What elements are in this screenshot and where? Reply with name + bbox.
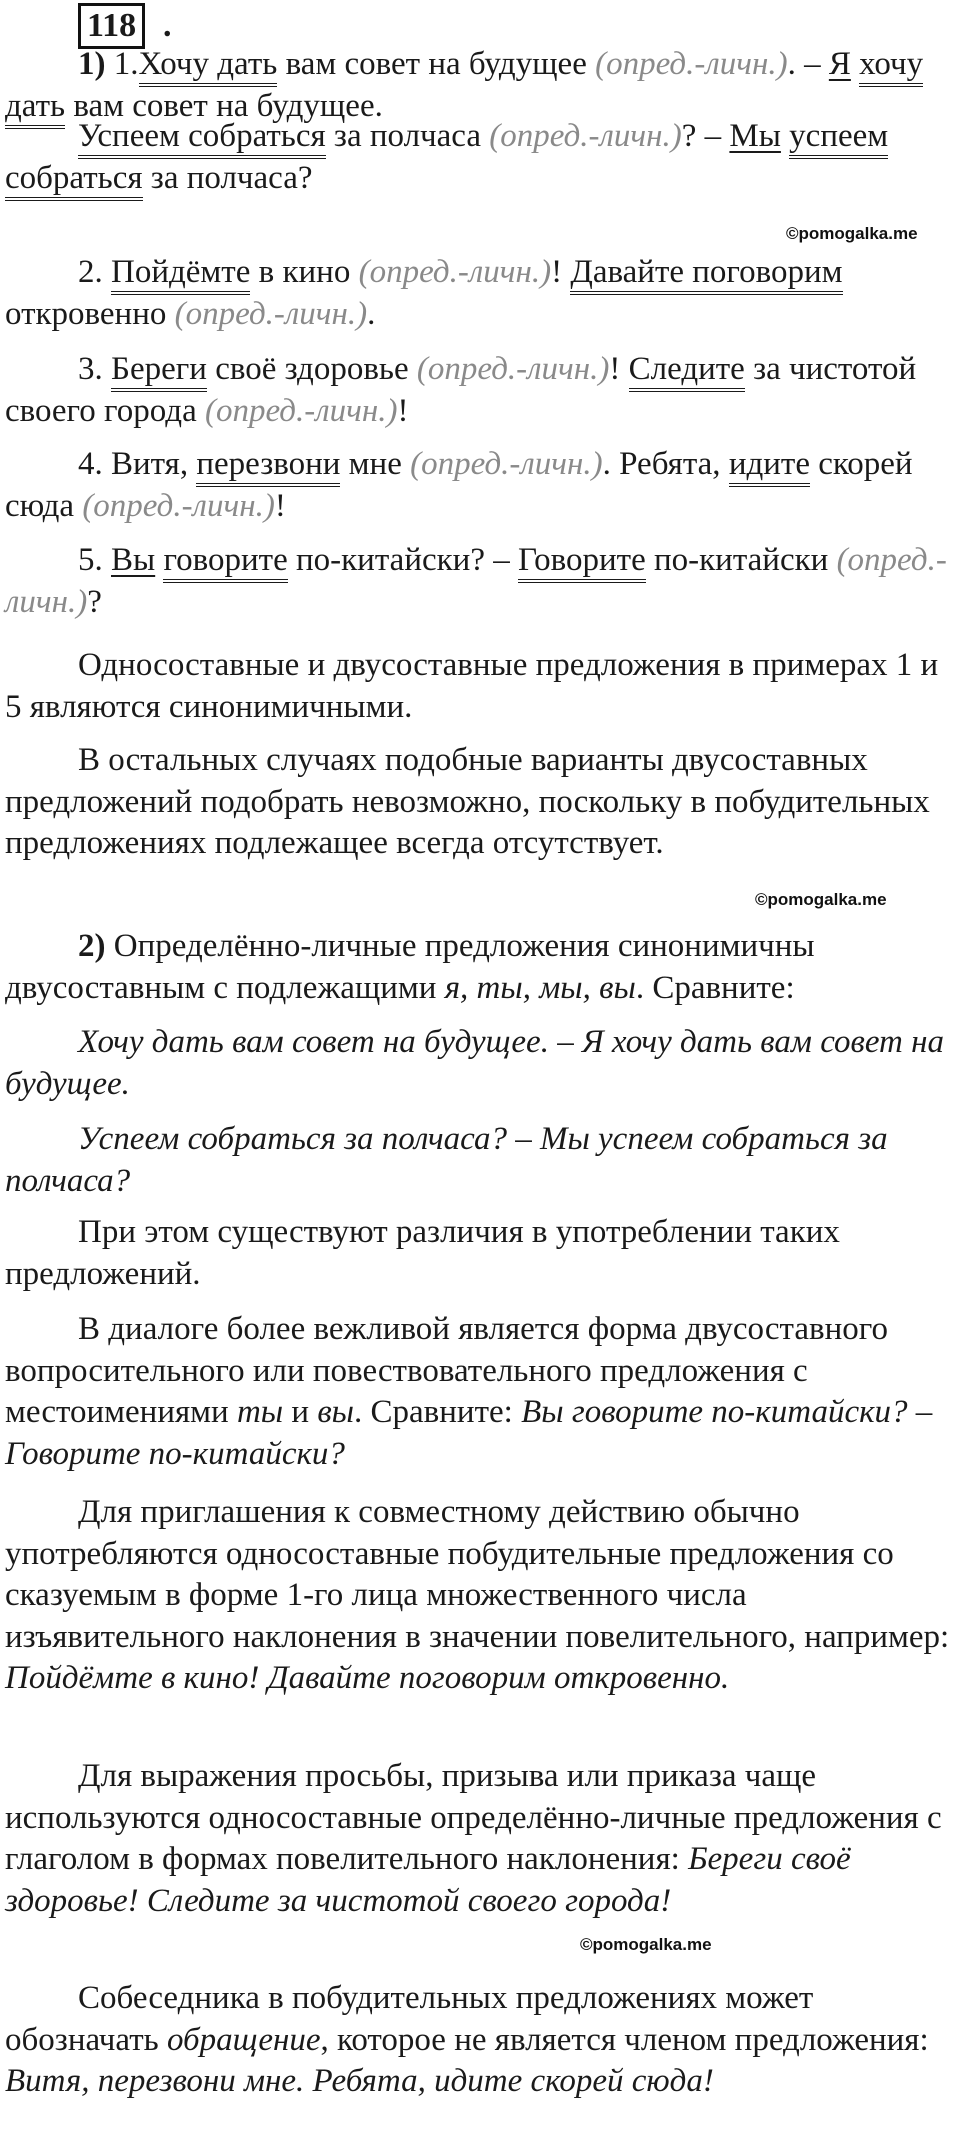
text: за [744,351,781,387]
example: Витя, перезвони мне. Ребята, идите скорей сюда! [5,2063,714,2099]
predicate: Береги [111,351,207,392]
watermark: ©pomogalka.me [786,224,918,243]
text: ! [274,487,286,524]
text: мне [340,446,411,482]
sentence-number: 5. [78,542,111,578]
sentence-2 [5,252,960,335]
subject: Я [828,46,851,82]
part-2-intro [5,926,960,1009]
subject: Вы [111,542,156,578]
part-2-label: 2) [78,928,106,964]
note-type: (опред.-личн.) [358,254,552,290]
sentence-3 [5,349,960,432]
watermark: ©pomogalka.me [580,1935,712,1954]
text: ! [397,392,409,429]
pronoun: ты [236,1394,284,1430]
sentence-number: 1. [113,46,139,82]
note-type: (опред.-личн.) [416,351,610,387]
sentence-number: 4. Витя, [78,446,197,482]
predicate: Следите [629,351,745,392]
text: Для приглашения к совместному действию обычно употребляются односоставные побудительные предложения со сказуемым в форме 1-го лица множественного числа изъявительного наклонения в значении повелительного, например: [5,1494,950,1655]
text: в кино [250,254,359,290]
note-type: (опред.-личн.) [204,392,398,429]
text: вам совет на будущее [277,46,596,82]
sentence-4 [5,444,960,527]
text: ! [551,254,571,290]
text: чистотой своего города [5,351,917,429]
text: откровенно [5,295,175,332]
example: Пойдёмте в кино! Давайте поговорим откровенно. [5,1660,730,1696]
text: . [367,295,376,332]
paragraph-invitation [5,1492,960,1700]
predicate: Говорите [518,542,646,583]
paragraph-synonymous: Односоставные и двусоставные предложения в примерах 1 и 5 являются синонимичными. [5,647,939,725]
part-1-label: 1) [78,46,106,82]
text: Определённо-личные предложения синонимичны двусоставным с подлежащими [5,928,815,1006]
text: за полчаса? [142,159,313,196]
sentence-5 [5,540,960,623]
note-type: (опред.-личн.) [410,446,603,482]
text: вам совет на будущее. [65,87,383,124]
subject: Мы [729,118,781,154]
note-type: (опред.-личн.) [489,118,682,154]
note-type: (опред.-личн.) [174,295,368,332]
text: за полчаса [325,118,490,154]
predicate: Давайте поговорим [570,254,842,295]
text: ? [87,583,102,620]
text: ? – [681,118,730,154]
text: Для выражения просьбы, призыва или приказа чаще используются односоставные определённо-личные предложения с глаголом в формах повелительного наклонения: [5,1758,942,1877]
task-number-dot: . [163,7,172,44]
predicate: идите [729,446,810,487]
note-type: (опред.-личн.) [595,46,788,82]
term: обращение [166,2021,321,2058]
paragraph-request [5,1756,960,1922]
example: Вы говорите по-китайски? – Говорите по-китайски? [5,1394,933,1472]
note-type: (опред.-личн.) [82,487,275,524]
predicate: Успеем собраться [78,118,326,159]
text: и [283,1394,318,1430]
text: своё здоровье [206,351,417,387]
example-2: Успеем собраться за полчаса? – Мы успеем собраться за полчаса? [5,1121,888,1199]
text: по-китайски? – [287,542,518,578]
text: В диалоге более вежливой является форма двусоставного вопросительного или повествовательного предложения с местоимениями [5,1311,888,1430]
paragraph-differences: При этом существуют различия в употреблении таких предложений. [5,1214,840,1292]
predicate: Хочу дать [139,46,278,87]
text: . – [787,46,829,82]
predicate: успеем собраться [5,118,888,201]
note-type: (опред.-личн.) [5,542,947,620]
text: ! [609,351,629,387]
sentence-1 [5,44,960,127]
sentence-1b [5,116,960,199]
task-number-box: 118 [78,3,145,49]
example: Береги своё здоровье! Следите за чистотой своего города! [5,1841,851,1919]
text: . Сравните: [354,1394,522,1430]
pronoun: вы [317,1394,355,1430]
text: Собеседника в побудительных предложениях может обозначать [5,1980,814,2058]
paragraph-dialogue [5,1309,960,1475]
text: скорей сюда [5,446,913,524]
predicate: перезвони [196,446,340,487]
paragraph-other-cases: В остальных случаях подобные варианты двусоставных предложений подобрать невозможно, поскольку в побудительных предложениях подлежащее всегда отсутствует. [5,742,930,861]
text: , которое не является членом предложения: [320,2021,929,2058]
paragraph-address [5,1978,960,2103]
text: . Сравните: [635,969,795,1006]
predicate: говорите [163,542,287,583]
pronouns: я, ты, мы, вы [444,969,636,1006]
text: . Ребята, [602,446,729,482]
predicate: хочу дать [5,46,923,129]
predicate: Пойдёмте [111,254,250,295]
sentence-number: 3. [78,351,111,387]
example-1: Хочу дать вам совет на будущее. – Я хочу дать вам совет на будущее. [5,1024,945,1102]
sentence-number: 2. [78,254,111,290]
text: по-китайски [645,542,829,578]
watermark: ©pomogalka.me [755,890,887,909]
